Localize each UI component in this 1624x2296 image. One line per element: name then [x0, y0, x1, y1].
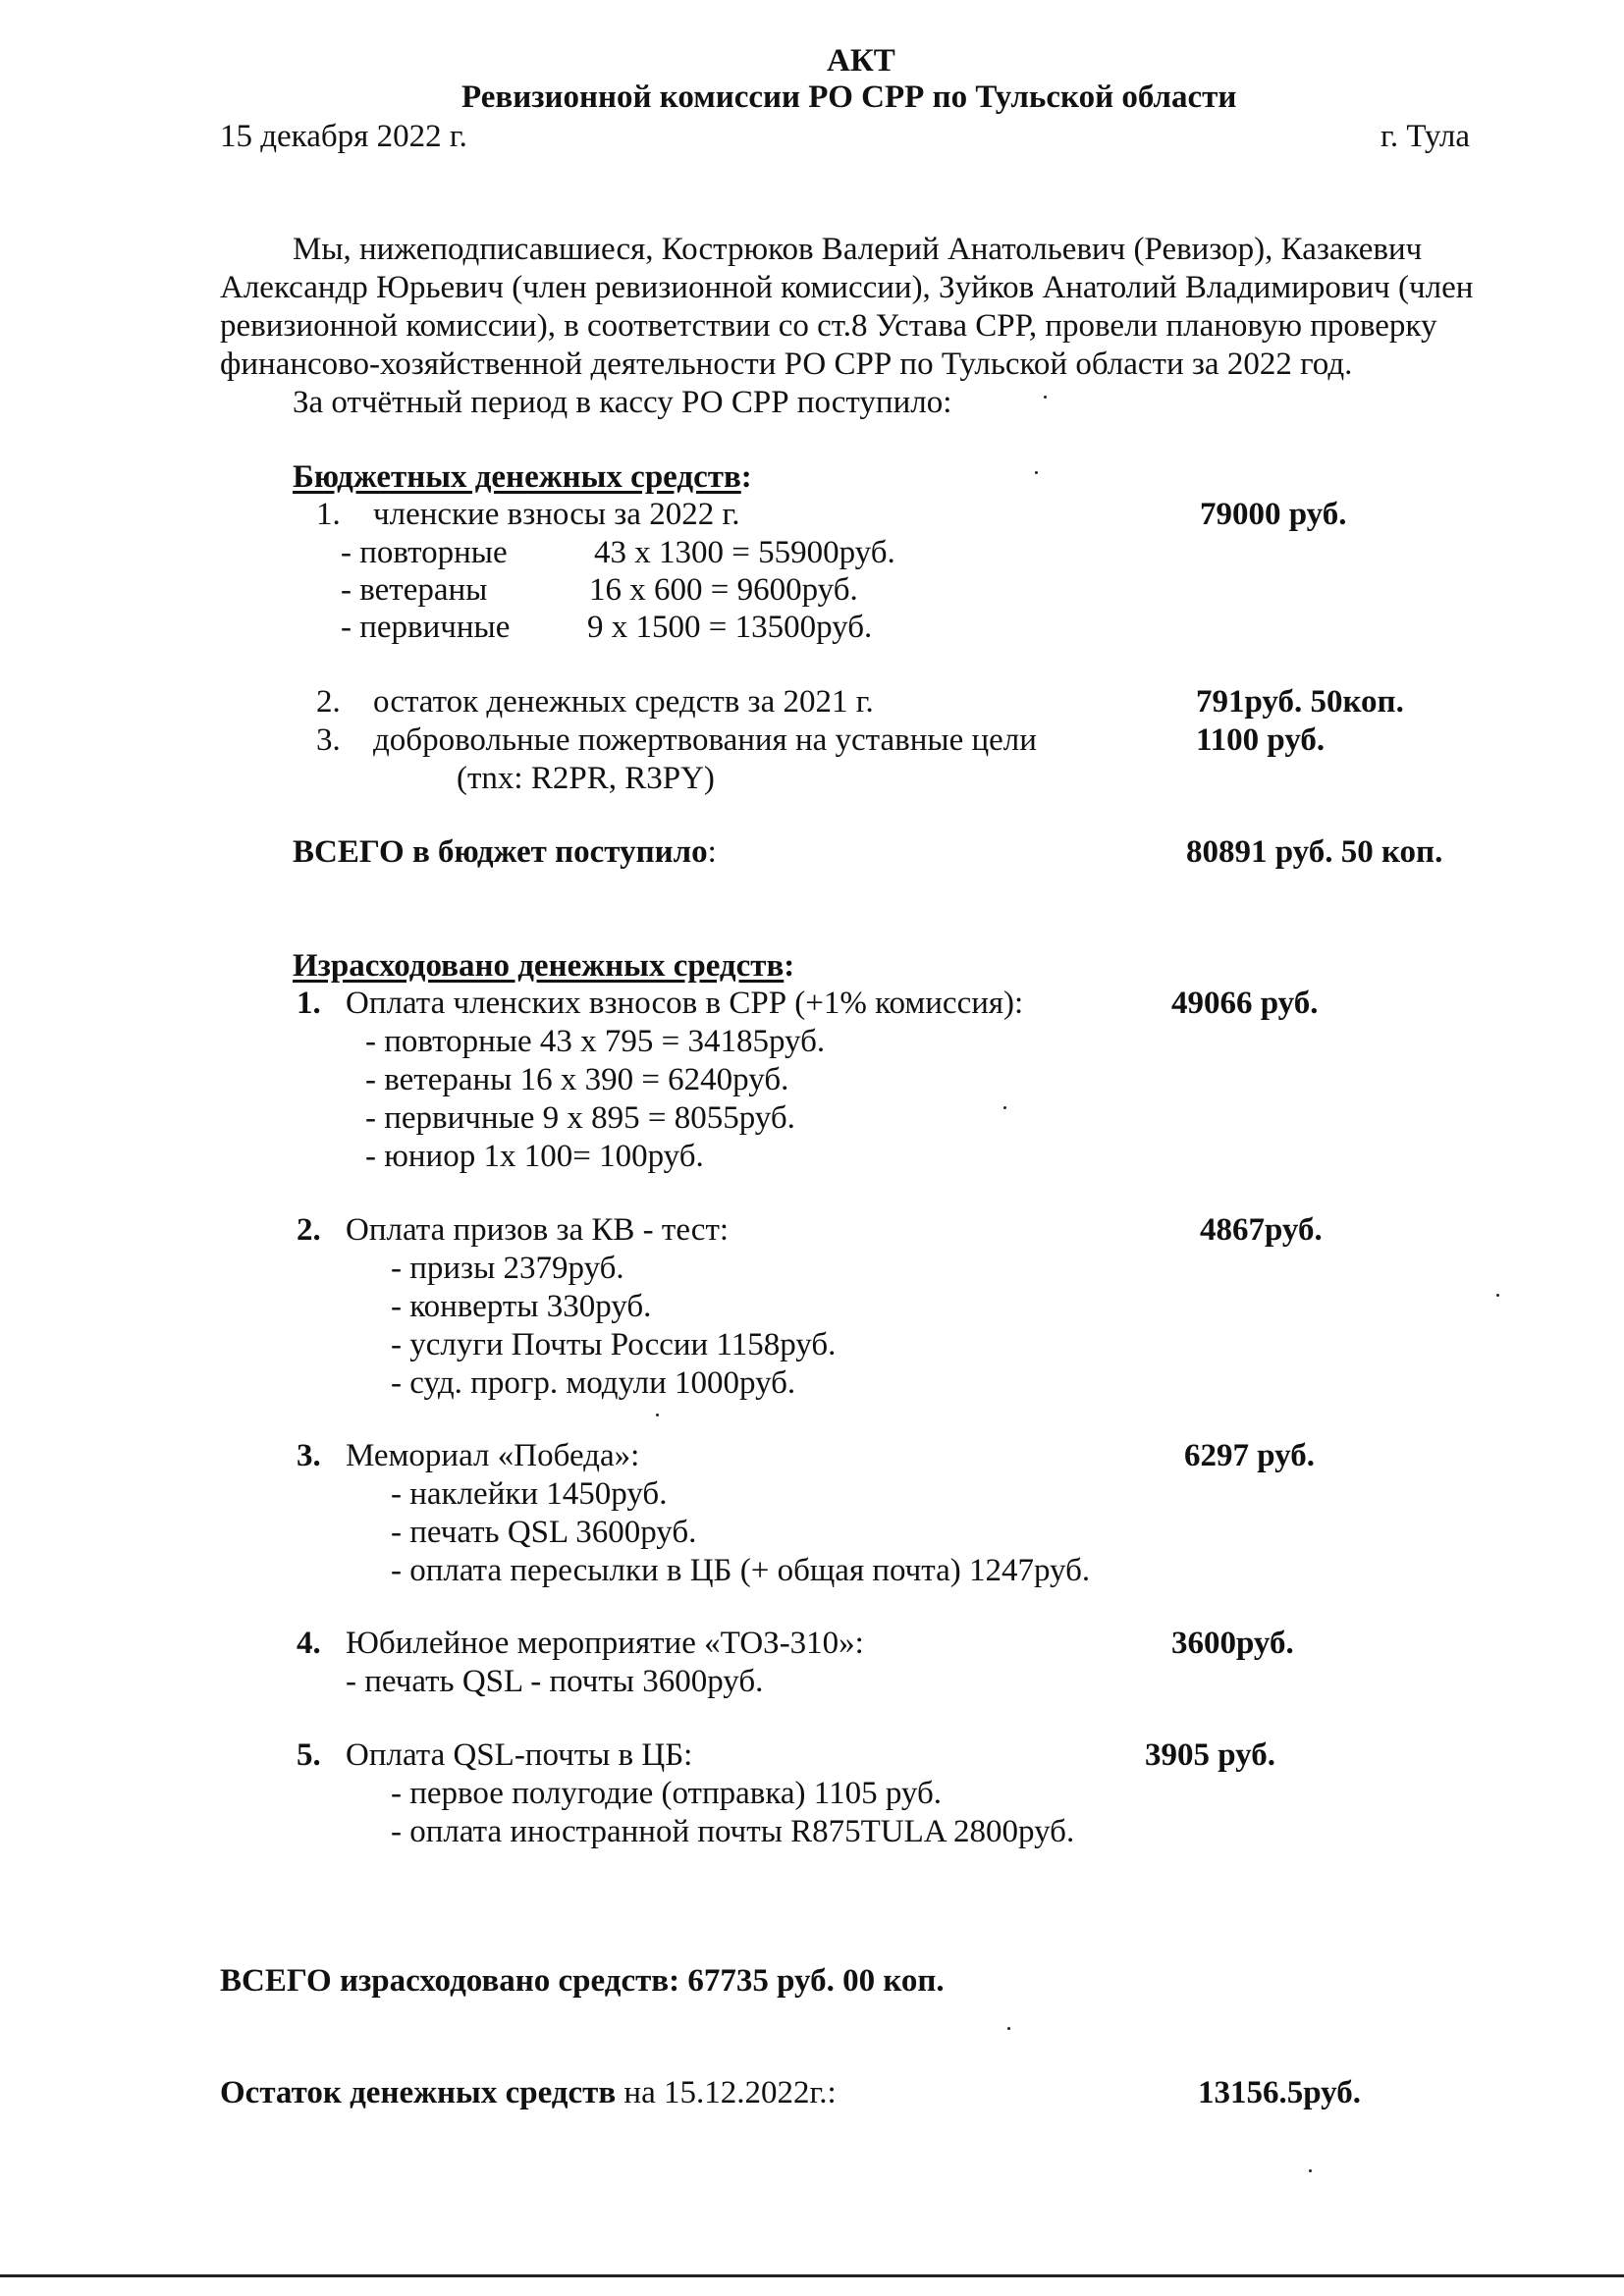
expense-sub-item: - наклейки 1450руб. — [391, 1476, 668, 1512]
income-sub-label: - повторные — [341, 535, 508, 570]
expense-sub-item: - призы 2379руб. — [391, 1251, 624, 1286]
expense-sub-item: - повторные 43 х 795 = 34185руб. — [365, 1024, 826, 1059]
expense-sub-item: - суд. прогр. модули 1000руб. — [391, 1365, 796, 1401]
expense-item-label: Оплата призов за КВ - тест: — [346, 1212, 730, 1248]
expense-item-label: Оплата QSL-почты в ЦБ: — [346, 1737, 693, 1773]
income-item-label: остаток денежных средств за 2021 г. — [373, 684, 874, 720]
balance-date: на 15.12.2022г.: — [616, 2075, 837, 2110]
income-item-amount: 79000 руб. — [1200, 497, 1347, 532]
expense-item-amount: 4867руб. — [1200, 1212, 1323, 1248]
scan-bottom-edge — [0, 2274, 1624, 2277]
expense-sub-item: - оплата иностранной почты R875TULA 2800руб. — [391, 1814, 1075, 1849]
expense-item-number: 2. — [297, 1212, 321, 1248]
expense-item-amount: 3600руб. — [1171, 1626, 1294, 1661]
scan-speck — [656, 1414, 659, 1416]
scan-speck — [1035, 471, 1038, 474]
income-heading-text: Бюджетных денежных средств — [293, 459, 741, 495]
expense-item-number: 1. — [297, 986, 321, 1021]
income-heading-colon: : — [740, 459, 752, 495]
expense-item-amount: 6297 руб. — [1184, 1438, 1315, 1473]
document-date: 15 декабря 2022 г. — [220, 119, 467, 154]
received-line: За отчётный период в кассу РО СРР поступило: — [293, 385, 952, 420]
income-sub-calc: 43 х 1300 = 55900руб. — [594, 535, 895, 570]
income-item-number: 1. — [316, 497, 341, 532]
expense-item-amount: 49066 руб. — [1171, 986, 1319, 1021]
expense-sub-item: - печать QSL - почты 3600руб. — [346, 1664, 764, 1699]
expense-item-number: 5. — [297, 1737, 321, 1773]
intro-line: финансово-хозяйственной деятельности РО СРР по Тульской области за 2022 год. — [220, 347, 1353, 382]
expense-sub-item: - юниор 1х 100= 100руб. — [365, 1139, 704, 1174]
expense-item-number: 4. — [297, 1626, 321, 1661]
expenses-heading-colon: : — [784, 948, 795, 984]
expense-sub-item: - печать QSL 3600руб. — [391, 1515, 697, 1550]
expense-item-label: Юбилейное мероприятие «ТОЗ-310»: — [346, 1626, 864, 1661]
income-heading — [293, 459, 752, 497]
income-sub-calc: 9 х 1500 = 13500руб. — [587, 610, 873, 645]
intro-line: Александр Юрьевич (член ревизионной комиссии), Зуйков Анатолий Владимирович (член — [220, 270, 1474, 305]
balance-label: Остаток денежных средств — [220, 2075, 617, 2110]
expenses-heading-text: Израсходовано денежных средств — [293, 948, 785, 984]
expense-sub-item: - ветераны 16 х 390 = 6240руб. — [365, 1062, 789, 1097]
balance-amount: 13156.5руб. — [1198, 2075, 1361, 2110]
document-title: АКТ — [827, 43, 895, 79]
income-item-label: добровольные пожертвования на уставные цели — [373, 722, 1037, 758]
scan-speck — [1309, 2169, 1312, 2172]
income-sub-label: - первичные — [341, 610, 511, 645]
scan-speck — [1003, 1106, 1006, 1109]
income-total-colon: : — [707, 834, 717, 870]
expense-sub-item: - услуги Почты России 1158руб. — [391, 1327, 837, 1362]
expense-item-label: Мемориал «Победа»: — [346, 1438, 640, 1473]
expense-sub-item: - первичные 9 х 895 = 8055руб. — [365, 1100, 795, 1136]
income-sub-label: - ветераны — [341, 572, 488, 608]
document-subtitle: Ревизионной комиссии РО СРР по Тульской области — [461, 80, 1237, 115]
income-item-note: (тnx: R2PR, R3PY) — [457, 761, 715, 796]
scan-speck — [1496, 1294, 1499, 1297]
expense-sub-item: - оплата пересылки в ЦБ (+ общая почта) 1247руб. — [391, 1553, 1091, 1588]
expense-item-amount: 3905 руб. — [1145, 1737, 1275, 1773]
expense-item-label: Оплата членских взносов в СРР (+1% комиссия): — [346, 986, 1024, 1021]
expense-sub-item: - первое полугодие (отправка) 1105 руб. — [391, 1776, 942, 1811]
income-item-label: членские взносы за 2022 г. — [373, 497, 740, 532]
scan-speck — [1044, 396, 1047, 399]
document-city: г. Тула — [1380, 119, 1470, 154]
intro-line: Мы, нижеподписавшиеся, Кострюков Валерий Анатольевич (Ревизор), Казакевич — [293, 232, 1423, 267]
income-item-amount: 791руб. 50коп. — [1196, 684, 1404, 720]
income-sub-calc: 16 х 600 = 9600руб. — [589, 572, 858, 608]
expenses-heading — [293, 948, 794, 986]
balance-line — [220, 2075, 837, 2112]
expense-sub-item: - конверты 330руб. — [391, 1289, 652, 1324]
income-item-amount: 1100 руб. — [1196, 722, 1326, 758]
intro-line: ревизионной комиссии), в соответствии со ст.8 Устава СРР, провели плановую проверку — [220, 308, 1437, 344]
expenses-total: ВСЕГО израсходовано средств: 67735 руб. 00 коп. — [220, 1963, 945, 1999]
income-total-label — [293, 834, 717, 872]
income-total-amount: 80891 руб. 50 коп. — [1186, 834, 1443, 870]
income-item-number: 3. — [316, 722, 341, 758]
expense-item-number: 3. — [297, 1438, 321, 1473]
income-total-text: ВСЕГО в бюджет поступило — [293, 834, 708, 870]
scan-speck — [1007, 2027, 1010, 2030]
income-item-number: 2. — [316, 684, 341, 720]
